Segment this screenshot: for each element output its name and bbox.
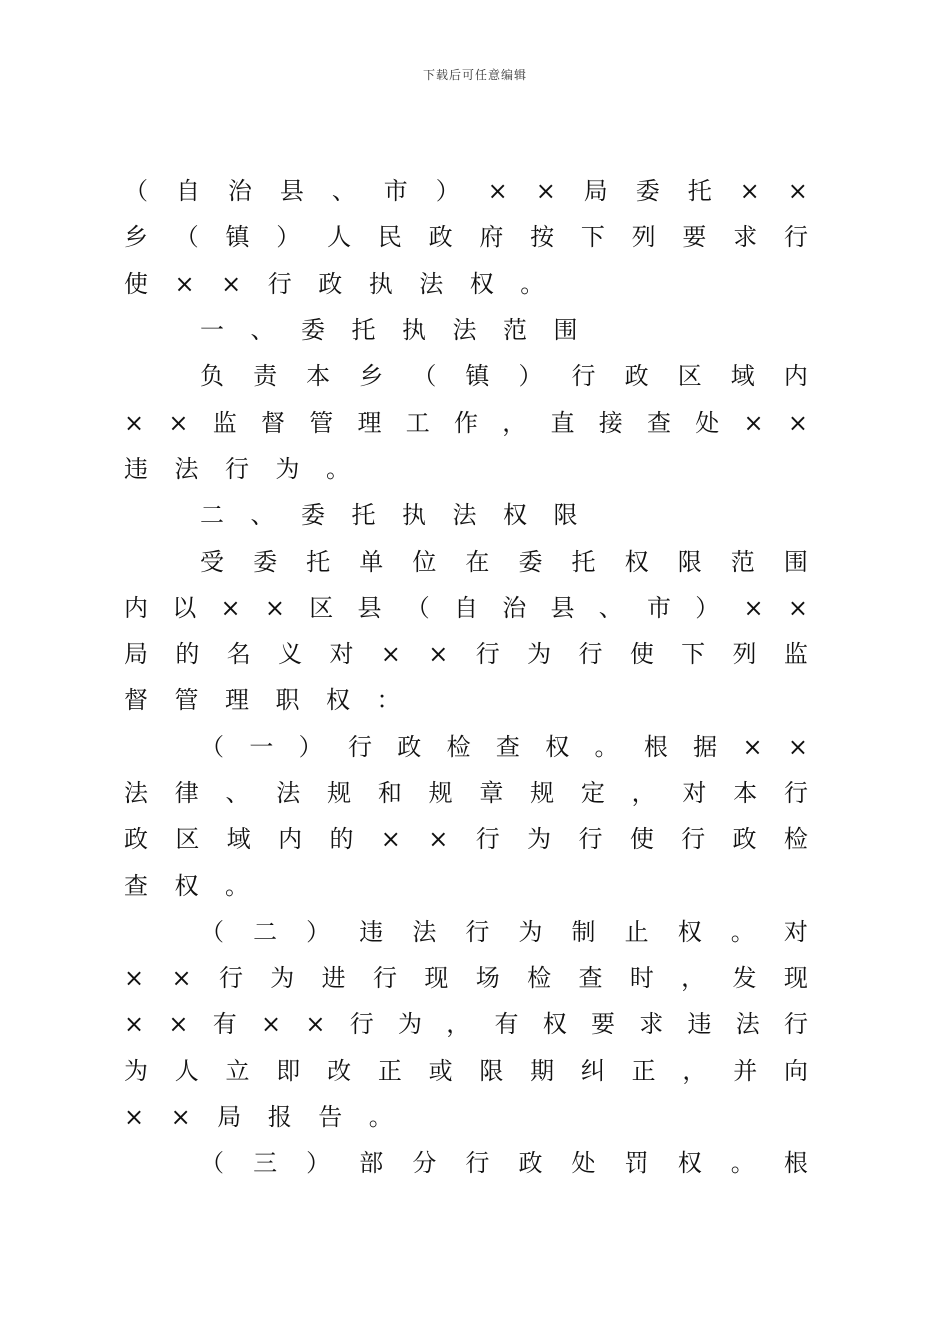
glyph: 、 (331, 177, 356, 206)
glyph: 委 (635, 177, 660, 206)
glyph: 告 (318, 1103, 343, 1132)
glyph: 违 (359, 917, 384, 946)
glyph: 报 (267, 1103, 292, 1132)
glyph: 行 (465, 1149, 490, 1178)
glyph: 接 (598, 408, 623, 437)
glyph: 纠 (580, 1056, 605, 1085)
glyph: 行 (783, 223, 808, 252)
text-line (124, 446, 808, 492)
glyph: 要 (590, 1010, 615, 1039)
glyph: 执 (402, 501, 426, 530)
glyph: 检 (527, 964, 552, 993)
glyph: 治 (502, 593, 527, 622)
text-line (124, 492, 808, 538)
glyph: 律 (174, 779, 199, 807)
glyph: 使 (629, 825, 654, 854)
glyph: 围 (783, 547, 808, 576)
glyph: ， (502, 408, 527, 437)
glyph: 下 (681, 640, 706, 669)
glyph: 区 (309, 593, 334, 622)
glyph: 行 (578, 825, 603, 854)
glyph: 法 (276, 779, 301, 807)
glyph: 。 (594, 732, 619, 761)
glyph: 法 (412, 917, 437, 946)
glyph: 即 (276, 1056, 301, 1085)
glyph: 查 (578, 964, 603, 993)
glyph: 查 (646, 408, 671, 437)
glyph: 行 (783, 1010, 808, 1039)
glyph: 对 (783, 917, 808, 946)
glyph: × (739, 177, 760, 206)
glyph: 、 (225, 779, 250, 807)
glyph: 时 (629, 964, 654, 993)
glyph: 监 (783, 640, 808, 669)
glyph: 政 (397, 732, 422, 761)
text-line (124, 1001, 808, 1047)
glyph: 根 (783, 1149, 808, 1178)
glyph: 正 (631, 1056, 656, 1085)
glyph: 使 (629, 640, 654, 669)
glyph: × (124, 964, 145, 993)
text-line (124, 1094, 808, 1140)
glyph: × (428, 640, 449, 669)
text-line (124, 1048, 808, 1094)
text-line (124, 862, 808, 908)
glyph: 场 (475, 964, 500, 993)
glyph: 托 (351, 501, 376, 530)
glyph: 三 (253, 1149, 278, 1178)
glyph: 镇 (225, 223, 250, 252)
glyph: 政 (732, 825, 757, 854)
glyph: 乡 (124, 223, 148, 252)
glyph: × (124, 1010, 145, 1039)
glyph: 治 (227, 177, 252, 206)
glyph: 、 (598, 593, 623, 622)
glyph: 乡 (359, 362, 384, 391)
glyph: 托 (351, 316, 376, 345)
glyph: 权 (542, 1010, 567, 1039)
glyph: 行 (349, 1010, 374, 1039)
glyph: 局 (583, 177, 608, 206)
glyph: 在 (465, 547, 490, 576)
glyph: 为 (270, 964, 295, 993)
glyph: （ (412, 362, 437, 391)
glyph: 管 (174, 686, 199, 715)
text-line (124, 909, 808, 955)
glyph: 义 (278, 640, 303, 669)
glyph: ） (518, 362, 543, 391)
glyph: 职 (275, 686, 300, 715)
glyph: 行 (218, 964, 243, 993)
glyph: 权 (545, 732, 570, 761)
glyph: 域 (226, 825, 251, 854)
glyph: 。 (326, 454, 350, 483)
glyph: 规 (530, 779, 555, 807)
glyph: 。 (225, 871, 249, 900)
glyph: 政 (518, 1149, 543, 1178)
glyph: × (487, 177, 508, 206)
glyph: 法 (452, 316, 477, 345)
glyph: 查 (124, 871, 148, 900)
glyph: 二 (200, 501, 224, 530)
glyph: 范 (730, 547, 755, 576)
glyph: ： (376, 686, 401, 715)
text-line (124, 353, 808, 399)
glyph: ， (631, 779, 656, 807)
glyph: 行 (225, 454, 249, 483)
glyph: 一 (249, 732, 274, 761)
glyph: 现 (424, 964, 449, 993)
glyph: 政 (124, 825, 148, 854)
glyph: 止 (624, 917, 649, 946)
glyph: 行 (465, 917, 490, 946)
glyph: 行 (347, 732, 372, 761)
glyph: ） (306, 1149, 331, 1178)
glyph: × (787, 593, 808, 622)
glyph: 执 (402, 316, 426, 345)
glyph: 委 (253, 547, 278, 576)
glyph: 、 (250, 316, 275, 345)
glyph: 向 (783, 1056, 808, 1085)
glyph: 行 (373, 964, 398, 993)
glyph: （ (200, 1149, 224, 1178)
glyph: 限 (479, 1056, 504, 1085)
glyph: ） (695, 593, 720, 622)
glyph: × (171, 964, 192, 993)
document-body (124, 168, 808, 1187)
glyph: 权 (326, 686, 350, 715)
glyph: 一 (200, 316, 224, 345)
glyph: 民 (377, 223, 402, 252)
glyph: 立 (225, 1056, 250, 1085)
glyph: 规 (428, 779, 453, 807)
glyph: 。 (520, 269, 545, 298)
glyph: 市 (646, 593, 671, 622)
glyph: 局 (124, 640, 148, 669)
glyph: ， (446, 1010, 471, 1039)
text-line (124, 168, 808, 214)
glyph: 为 (124, 1056, 148, 1085)
glyph: 。 (368, 1103, 393, 1132)
glyph: 法 (452, 501, 477, 530)
glyph: 发 (732, 964, 757, 993)
glyph: 、 (250, 501, 275, 530)
glyph: 处 (695, 408, 720, 437)
glyph: 政 (318, 269, 343, 298)
glyph: × (305, 1010, 326, 1039)
glyph: 区 (175, 825, 200, 854)
glyph: 区 (677, 362, 702, 391)
glyph: 要 (682, 223, 707, 252)
glyph: 内 (783, 362, 808, 391)
glyph: 行 (475, 825, 500, 854)
text-line (124, 724, 808, 770)
glyph: × (220, 593, 241, 622)
glyph: 理 (225, 686, 249, 715)
text-line (124, 538, 808, 584)
glyph: （ (174, 223, 199, 252)
glyph: ， (682, 1056, 707, 1085)
glyph: × (743, 408, 764, 437)
glyph: 权 (174, 871, 199, 900)
glyph: 正 (377, 1056, 402, 1085)
glyph: 法 (174, 454, 199, 483)
page-header-note: 下载后可任意编辑 (422, 68, 527, 82)
glyph: 以 (172, 593, 197, 622)
glyph: 行 (578, 640, 603, 669)
glyph: 法 (124, 779, 148, 807)
glyph: 或 (428, 1056, 453, 1085)
glyph: 为 (275, 454, 300, 483)
glyph: 内 (278, 825, 303, 854)
glyph: 期 (530, 1056, 555, 1085)
text-line (124, 631, 808, 677)
glyph: 局 (217, 1103, 242, 1132)
glyph: 对 (329, 640, 354, 669)
glyph: × (124, 408, 145, 437)
glyph: 委 (518, 547, 543, 576)
glyph: 自 (175, 177, 200, 206)
glyph: 县 (550, 593, 575, 622)
glyph: 违 (687, 1010, 712, 1039)
text-line (124, 770, 808, 816)
glyph: 。 (730, 1149, 755, 1178)
glyph: ） (306, 917, 331, 946)
glyph: 托 (571, 547, 596, 576)
glyph: 求 (639, 1010, 664, 1039)
glyph: ） (298, 732, 323, 761)
glyph: 检 (446, 732, 471, 761)
glyph: ， (681, 964, 706, 993)
glyph: 列 (732, 640, 757, 669)
glyph: × (168, 1010, 189, 1039)
glyph: 有 (212, 1010, 237, 1039)
glyph: 行 (267, 269, 292, 298)
glyph: 有 (494, 1010, 519, 1039)
glyph: 名 (226, 640, 251, 669)
glyph: 行 (783, 779, 808, 807)
glyph: × (264, 593, 285, 622)
glyph: × (743, 593, 764, 622)
glyph: 。 (730, 917, 755, 946)
glyph: 理 (357, 408, 382, 437)
glyph: 权 (503, 501, 527, 530)
glyph: × (787, 408, 808, 437)
glyph: 委 (301, 501, 325, 530)
glyph: × (174, 269, 195, 298)
glyph: 市 (383, 177, 408, 206)
glyph: 府 (479, 223, 504, 252)
glyph: 监 (212, 408, 237, 437)
glyph: 使 (124, 269, 148, 298)
glyph: × (260, 1010, 282, 1039)
glyph: 政 (624, 362, 649, 391)
glyph: （ (200, 917, 224, 946)
glyph: 本 (733, 779, 758, 807)
glyph: 受 (200, 547, 224, 576)
glyph: 责 (253, 362, 278, 391)
glyph: 委 (301, 316, 325, 345)
glyph: 权 (677, 1149, 702, 1178)
glyph: 处 (571, 1149, 596, 1178)
glyph: （ (124, 177, 148, 206)
glyph: 内 (124, 593, 148, 622)
glyph: 自 (453, 593, 478, 622)
glyph: 法 (419, 269, 444, 298)
glyph: 为 (518, 917, 543, 946)
glyph: 定 (580, 779, 605, 807)
glyph: 规 (327, 779, 352, 807)
text-line (124, 585, 808, 631)
glyph: × (221, 269, 242, 298)
glyph: 县 (357, 593, 382, 622)
glyph: 本 (306, 362, 331, 391)
glyph: 二 (253, 917, 278, 946)
glyph: 托 (306, 547, 331, 576)
glyph: （ (405, 593, 430, 622)
glyph: 托 (687, 177, 712, 206)
glyph: 人 (327, 223, 352, 252)
text-line (124, 214, 808, 260)
text-line (124, 307, 808, 353)
glyph: 行 (475, 640, 500, 669)
glyph: ） (276, 223, 301, 252)
glyph: × (787, 177, 808, 206)
glyph: × (428, 825, 449, 854)
glyph: 行 (681, 825, 706, 854)
glyph: 并 (733, 1056, 758, 1085)
glyph: 法 (735, 1010, 760, 1039)
glyph: 按 (530, 223, 555, 252)
glyph: ） (435, 177, 460, 206)
glyph: 权 (469, 269, 494, 298)
glyph: 镇 (465, 362, 490, 391)
text-line (124, 955, 808, 1001)
glyph: 围 (553, 316, 578, 345)
glyph: 域 (730, 362, 755, 391)
glyph: 位 (412, 547, 437, 576)
glyph: 权 (624, 547, 649, 576)
text-line (124, 399, 808, 445)
glyph: 工 (405, 408, 430, 437)
glyph: 为 (527, 825, 552, 854)
glyph: 的 (175, 640, 200, 669)
glyph: 根 (643, 732, 668, 761)
glyph: 管 (309, 408, 334, 437)
glyph: 据 (693, 732, 718, 761)
glyph: 查 (495, 732, 520, 761)
glyph: 制 (571, 917, 596, 946)
glyph: 范 (503, 316, 527, 345)
glyph: 的 (329, 825, 354, 854)
glyph: 权 (677, 917, 702, 946)
glyph: 和 (377, 779, 402, 807)
glyph: × (742, 732, 763, 761)
glyph: × (168, 408, 189, 437)
glyph: 列 (631, 223, 656, 252)
glyph: 下 (580, 223, 605, 252)
glyph: × (124, 1103, 145, 1132)
text-line (124, 261, 808, 307)
glyph: 对 (682, 779, 707, 807)
glyph: 限 (677, 547, 702, 576)
glyph: 作 (453, 408, 478, 437)
glyph: 县 (279, 177, 304, 206)
glyph: 执 (368, 269, 393, 298)
glyph: 限 (553, 501, 578, 530)
glyph: 违 (124, 454, 148, 483)
glyph: 部 (359, 1149, 384, 1178)
glyph: 督 (124, 686, 148, 715)
glyph: 为 (397, 1010, 422, 1039)
text-line (124, 1140, 808, 1186)
text-line (124, 816, 808, 862)
glyph: × (787, 732, 808, 761)
glyph: 分 (412, 1149, 437, 1178)
glyph: × (535, 177, 556, 206)
glyph: × (380, 825, 401, 854)
glyph: 现 (783, 964, 808, 993)
glyph: 行 (571, 362, 596, 391)
glyph: 督 (260, 408, 285, 437)
glyph: 罚 (624, 1149, 649, 1178)
glyph: （ (200, 732, 224, 761)
glyph: × (380, 640, 401, 669)
glyph: 单 (359, 547, 384, 576)
glyph: × (170, 1103, 191, 1132)
glyph: 进 (321, 964, 346, 993)
glyph: 为 (527, 640, 552, 669)
glyph: 直 (550, 408, 575, 437)
glyph: 章 (479, 779, 504, 807)
glyph: 负 (200, 362, 224, 391)
glyph: 人 (174, 1056, 199, 1085)
glyph: 检 (783, 825, 808, 854)
glyph: 改 (327, 1056, 352, 1085)
glyph: 政 (428, 223, 453, 252)
text-line (124, 677, 808, 723)
glyph: 求 (733, 223, 758, 252)
